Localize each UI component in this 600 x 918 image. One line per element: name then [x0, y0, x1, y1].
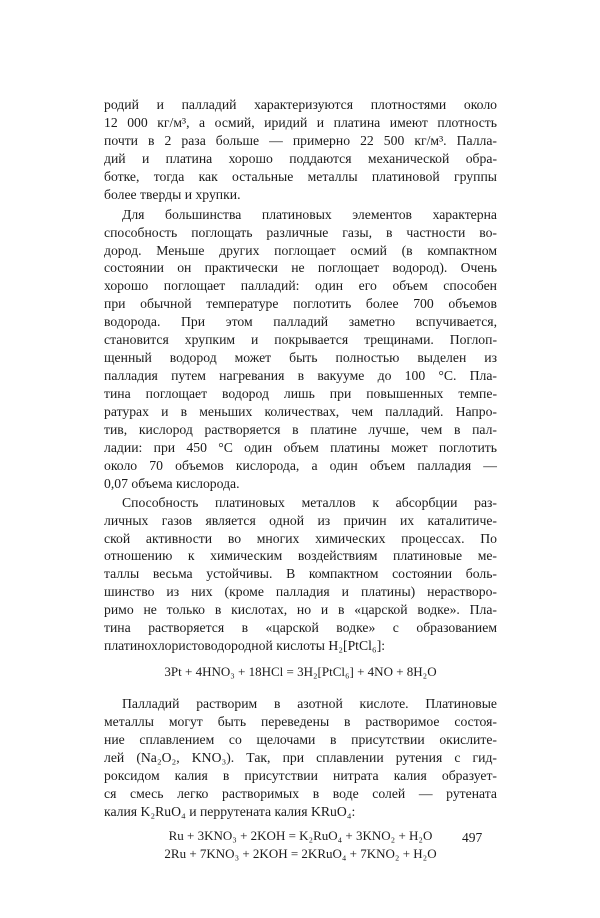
text-line: ся смесь легко растворимых в воде солей — рутената	[104, 785, 497, 801]
text-line: лей (Na₂O₂, KNO₃). Так, при сплавлении рутения с гид-	[104, 749, 497, 765]
paragraph-3	[104, 494, 497, 655]
text-line: таллы весьма устойчивы. В компактном состоянии боль-	[104, 566, 497, 582]
text-line: отношению к химическим воздействиям платиновые ме-	[104, 548, 497, 564]
text-line: ботке, тогда как остальные металлы платиновой группы	[104, 168, 497, 184]
text-line: ратурах и в меньших количествах, чем палладий. Напро-	[104, 403, 497, 419]
text-line: родий и палладий характеризуются плотностями около	[104, 97, 497, 112]
text-line: щенный водород может быть полностью выделен из	[104, 350, 497, 366]
text-line: более тверды и хрупки.	[104, 186, 241, 202]
text-line: становится хрупким и покрывается трещинами. Поглоп-	[104, 332, 497, 348]
text-line: Палладий растворим в азотной кислоте. Платиновые	[122, 696, 497, 712]
text-line: шинство из них (кроме палладия и платины) нерастворо-	[104, 584, 497, 600]
text-line: платинохлористоводородной кислоты H₂[PtCl₆]:	[104, 638, 386, 654]
text-line: около 70 объемов кислорода, а один объем палладия —	[104, 457, 497, 473]
equation: Ru + 3KNO₃ + 2KOH = K₂RuO₄ + 3KNO₂ + H₂O	[168, 827, 433, 843]
text-line: тина растворяется в «царской водке» с образованием	[104, 620, 497, 636]
text-line: металлы могут быть переведены в растворимое состоя-	[104, 714, 497, 729]
text-line: состоянии он практически не поглощает водород). Очень	[104, 260, 497, 276]
paragraph-4	[104, 695, 497, 821]
text-line: тина поглощает водород лишь при повышенных темпе-	[104, 386, 497, 401]
text-line: роксидом калия в присутствии нитрата калия образует-	[104, 767, 497, 783]
text-line: водорода. При этом палладий заметно вспучивается,	[104, 314, 497, 330]
text-line: 12 000 кг/м³, а осмий, иридий и платина имеют плотность	[104, 114, 497, 130]
page-body	[104, 96, 497, 863]
text-line: личных газов является одной из причин их каталитиче-	[104, 512, 497, 528]
text-line: калия K₂RuO₄ и перрутената калия KRuO₄:	[104, 803, 356, 819]
text-line: римо не только в кислотах, но и в «царской водке». Пла-	[104, 602, 497, 618]
text-line: палладия путем нагревания в вакууме до 100 °С. Пла-	[104, 368, 497, 384]
text-line: хорошо поглощает палладий: один его объем способен	[104, 278, 497, 294]
equation: 3Pt + 4HNO₃ + 18HCl = 3H₂[PtCl₆] + 4NO + 8H₂O	[164, 664, 437, 680]
equation: 2Ru + 7KNO₃ + 2KOH = 2KRuO₄ + 7KNO₂ + H₂O	[164, 845, 437, 861]
paragraph-1	[104, 96, 497, 204]
text-line: ладии: при 450 °С один объем платины может поглотить	[104, 439, 497, 455]
text-line: способность поглощать различные газы, в частности во-	[104, 224, 497, 240]
text-line: дий и платина хорошо поддаются механической обра-	[104, 150, 497, 166]
text-line: ние сплавлением со щелочами в присутствии окислите-	[104, 731, 497, 747]
text-line: дород. Меньше других поглощает осмий (в компактном	[104, 242, 497, 258]
text-line: Для большинства платиновых элементов характерна	[122, 206, 497, 222]
text-line: почти в 2 раза больше — примерно 22 500 кг/м³. Палла-	[104, 132, 497, 148]
text-line: Способность платиновых металлов к абсорбции раз-	[122, 494, 497, 510]
text-line: 0,07 объема кислорода.	[104, 475, 240, 491]
text-line: при обычной температуре поглотить более 700 объемов	[104, 296, 497, 312]
text-line: тив, кислород растворяется в платине лучше, чем в пал-	[104, 421, 497, 437]
page-number: 497	[462, 830, 483, 845]
paragraph-2	[104, 206, 497, 493]
text-line: ской активности во многих химических процессах. По	[104, 530, 497, 546]
